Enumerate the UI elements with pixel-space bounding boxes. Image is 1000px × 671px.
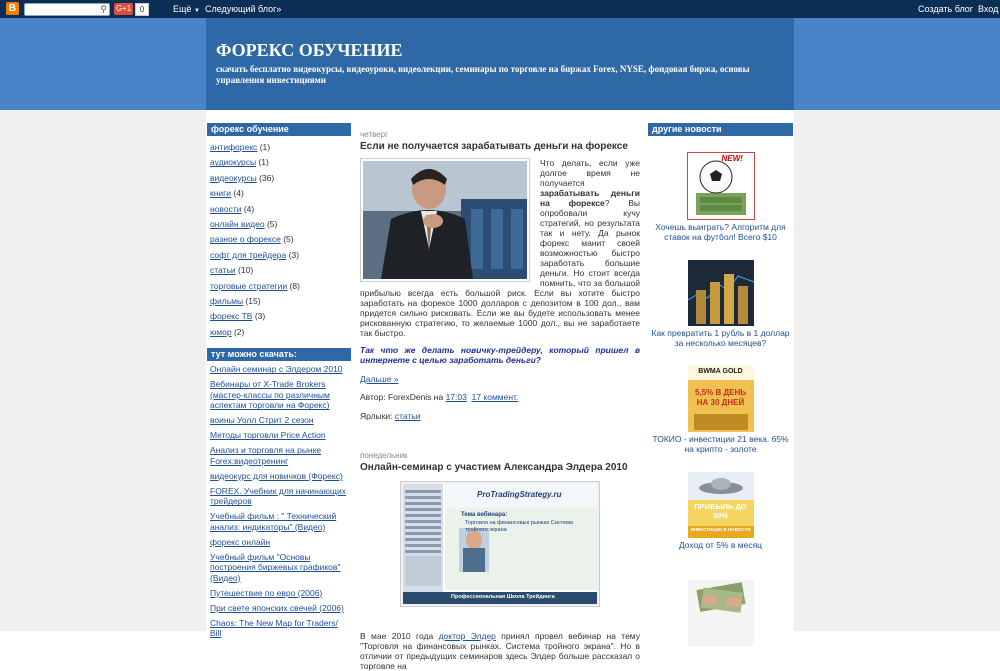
category-count: (1) [258, 157, 269, 168]
downloads-list [207, 361, 351, 639]
category-count: (10) [238, 265, 254, 276]
news-caption[interactable]: ТОКИО - инвестиции 21 века. 65% на крипто - золоте [652, 434, 789, 454]
next-blog-link[interactable]: Следующий блог» [205, 4, 282, 14]
cash-hands-icon [688, 580, 754, 646]
news-caption[interactable]: Доход от 5% в месяц [678, 540, 763, 550]
gold-offer: 5,5% В ДЕНЬ НА 30 ДНЕЙ [694, 388, 747, 407]
download-link[interactable]: При свете японских свечей (2006) [210, 602, 344, 613]
search-input[interactable] [24, 3, 110, 16]
category-item [210, 294, 351, 309]
post-time-link[interactable]: 17:03 [445, 392, 467, 402]
download-item [210, 537, 351, 548]
news-item-tokio[interactable] [648, 366, 793, 454]
post2-title[interactable]: Онлайн-семинар с участием Александра Элдера 2010 [360, 462, 628, 473]
download-link[interactable]: воины Уолл Стрит 2 сезон [210, 415, 314, 426]
category-item [210, 248, 351, 263]
category-item [210, 309, 351, 324]
category-link[interactable]: новости [210, 203, 242, 214]
download-item [210, 430, 351, 441]
download-item [210, 445, 351, 466]
category-link[interactable]: торговые стратегии [210, 280, 288, 291]
category-item [210, 155, 351, 170]
download-link[interactable]: Chaos: The New Map for Traders/ Bill [210, 617, 338, 639]
download-item [210, 511, 351, 532]
news-item-football[interactable] [648, 152, 793, 242]
other-news-title: другие новости [648, 123, 793, 136]
post-meta [360, 392, 640, 402]
category-item [210, 186, 351, 201]
read-more-link[interactable]: Дальше » [360, 374, 399, 384]
download-item [210, 379, 351, 411]
new-badge: NEW! [721, 154, 743, 163]
category-link[interactable]: разное о форексе [210, 234, 281, 245]
category-link[interactable]: фильмы [210, 296, 244, 307]
gplus-button[interactable]: G+1 [115, 4, 132, 13]
download-item [210, 618, 351, 639]
category-link[interactable]: антифорекс [210, 142, 258, 152]
download-link[interactable]: Учебный фильм : " Технический анализ: индикаторы" (Видео) [210, 511, 337, 532]
coins-chart-icon [688, 260, 754, 326]
labels-prefix: Ярлыки: [360, 411, 395, 421]
news-caption[interactable]: Как превратить 1 рубль в 1 доллар за несколько месяцев? [651, 328, 790, 348]
category-item [210, 140, 351, 155]
download-link[interactable]: Онлайн семинар с Элдером 2010 [210, 364, 343, 375]
post-author: Автор: ForexDenis на [360, 392, 446, 402]
webinar-logo: ProTradingStrategy.ru [477, 490, 562, 499]
category-link[interactable]: статьи [210, 265, 236, 276]
download-item [210, 603, 351, 614]
category-link[interactable]: онлайн видео [210, 219, 265, 230]
post2-date: понедельник [360, 451, 408, 460]
post-body [360, 158, 640, 421]
post-text-1: Что делать, если уже долгое время не получается [540, 158, 640, 188]
categories-list [207, 136, 351, 340]
post-text-2: ? Вы опробовали кучу стратегий, но результата так и нету. Да рынок форекс манит своей возможностью быстро заработать большие деньги. Но стоит всегда помнить, что за большой прибылью всегда есть большой риск. Если вы хотите быстро заработать на форексе 1000 долларов с депозитом в 100 дол., вам придется сильно рисковать. Если же вы будете использовать менее рискованную стратегию, то желаемые 1000 дол., вы не заработаете так быстро. [360, 198, 640, 338]
category-count: (5) [283, 234, 294, 245]
webinar-screenshot-icon [401, 482, 599, 606]
webinar-topic: Торговля на финансовых рынках Система тройного экрана [465, 520, 573, 533]
category-count: (5) [266, 219, 278, 230]
login-link[interactable]: Вход [978, 4, 999, 14]
download-link[interactable]: FOREX. Учебник для начинающих трейдеров [210, 485, 346, 507]
gold-brand: BWMA GOLD [698, 368, 743, 375]
category-count: (15) [245, 296, 261, 307]
category-item [210, 171, 351, 186]
category-link[interactable]: книги [210, 188, 232, 199]
gold-bars-icon [688, 366, 754, 432]
create-blog-link[interactable]: Создать блог [918, 4, 974, 14]
post2-image-webinar[interactable] [400, 481, 600, 607]
post2-text-2: принял провел вебинар на тему "Торговля на финансовых рынках. Система тройного экрана". Но в отличии от предыдущих семинаров здесь Элдер больше рассказал о торговле на [360, 631, 640, 671]
category-link[interactable]: аудиокурсы [210, 157, 257, 168]
post2-text-1: В мае 2010 года [360, 631, 439, 641]
businessman-photo-icon [361, 159, 529, 281]
webinar-topic-label: Тема вебинара: [461, 512, 508, 518]
comments-link[interactable]: 17 коммент. [471, 392, 519, 402]
ufo-money-icon [688, 472, 754, 538]
download-item [210, 415, 351, 426]
search-icon[interactable]: ⚲ [100, 4, 107, 14]
main-column [360, 130, 640, 671]
news-caption[interactable]: Хочешь выиграть? Алгоритм для ставок на футбол! Всего $10 [655, 222, 786, 242]
category-count: (4) [243, 203, 255, 214]
download-link[interactable]: Вебинары от X-Trade Brokers (мастер-классы по различным аспектам торговли на Форекс) [210, 379, 330, 411]
elder-link[interactable]: доктор Элдер [438, 631, 496, 641]
category-link[interactable]: юмор [210, 326, 232, 337]
post-text-bold: зарабатывать деньги на форексе [540, 188, 640, 208]
news-item-coins[interactable] [648, 260, 793, 348]
download-item [210, 364, 351, 375]
blogger-logo-icon[interactable]: B [6, 2, 19, 15]
blog-description: скачать бесплатно видеокурсы, видеоуроки, видеолекции, семинары по торговле на биржах Forex, NYSE, фондовая биржа, основы управления инвестициями [216, 64, 750, 85]
category-link[interactable]: форекс ТВ [210, 311, 253, 322]
category-count: (8) [289, 280, 300, 291]
download-link[interactable]: видеокурс для новичков (Форекс) [210, 470, 343, 481]
category-item [210, 232, 351, 247]
category-count: (3) [288, 249, 300, 260]
category-link[interactable]: видеокурсы [210, 172, 257, 183]
webinar-footer: Профессиональная Школа Трейдинга [451, 594, 555, 600]
category-count: (1) [259, 142, 271, 152]
category-item [210, 202, 351, 217]
label-link[interactable]: статьи [394, 411, 421, 421]
chevron-down-icon: ▼ [193, 8, 200, 14]
blog-header [206, 18, 794, 110]
news-item-cash[interactable] [648, 580, 793, 646]
category-item [210, 279, 351, 294]
more-menu[interactable]: Ещё ▼ [173, 4, 200, 14]
post-accent-question: Так что же делать новичку-трейдеру, который пришел в интернете с целью заработать деньги? [360, 345, 640, 365]
category-count: (2) [233, 326, 245, 337]
post-labels [360, 411, 640, 421]
download-item [210, 486, 351, 507]
category-link[interactable]: софт для трейдера [210, 249, 287, 260]
income-offer: ПРИБЫЛЬ ДО 30% [694, 502, 747, 520]
download-item [210, 471, 351, 482]
download-link[interactable]: Методы торговли Price Action [210, 430, 326, 441]
income-offer-sub: ИНВЕСТИЦИИ В НОВОСТИ [690, 527, 751, 532]
category-item [210, 263, 351, 278]
download-link[interactable]: Путешествие по евро (2006) [210, 587, 323, 598]
category-item [210, 325, 351, 340]
post-image-businessman[interactable] [360, 158, 530, 282]
download-link[interactable]: форекс онлайн [210, 536, 271, 547]
gplus-count: 0 [135, 3, 149, 16]
football-icon [687, 152, 755, 220]
category-count: (4) [233, 188, 244, 199]
post-date: четверг [360, 130, 388, 139]
downloads-title: тут можно скачать: [207, 348, 351, 361]
download-item [210, 588, 351, 599]
blog-title[interactable]: ФОРЕКС ОБУЧЕНИЕ [216, 40, 403, 60]
blogger-navbar [0, 0, 1000, 18]
download-item [210, 552, 351, 584]
left-sidebar [207, 123, 351, 643]
category-item [210, 217, 351, 232]
category-count: (36) [259, 172, 275, 183]
post-title[interactable]: Если не получается зарабатывать деньги на форексе [360, 141, 628, 152]
right-sidebar [648, 123, 793, 646]
download-link[interactable]: Учебный фильм "Основы построения биржевых графиков" (Видео) [210, 551, 341, 583]
download-link[interactable]: Анализ и торговля на рынке Forex:видеотренинг [210, 445, 322, 466]
categories-title: форекс обучение [207, 123, 351, 136]
category-count: (3) [254, 311, 266, 322]
post2-body [360, 631, 640, 671]
news-item-income[interactable] [648, 472, 793, 550]
